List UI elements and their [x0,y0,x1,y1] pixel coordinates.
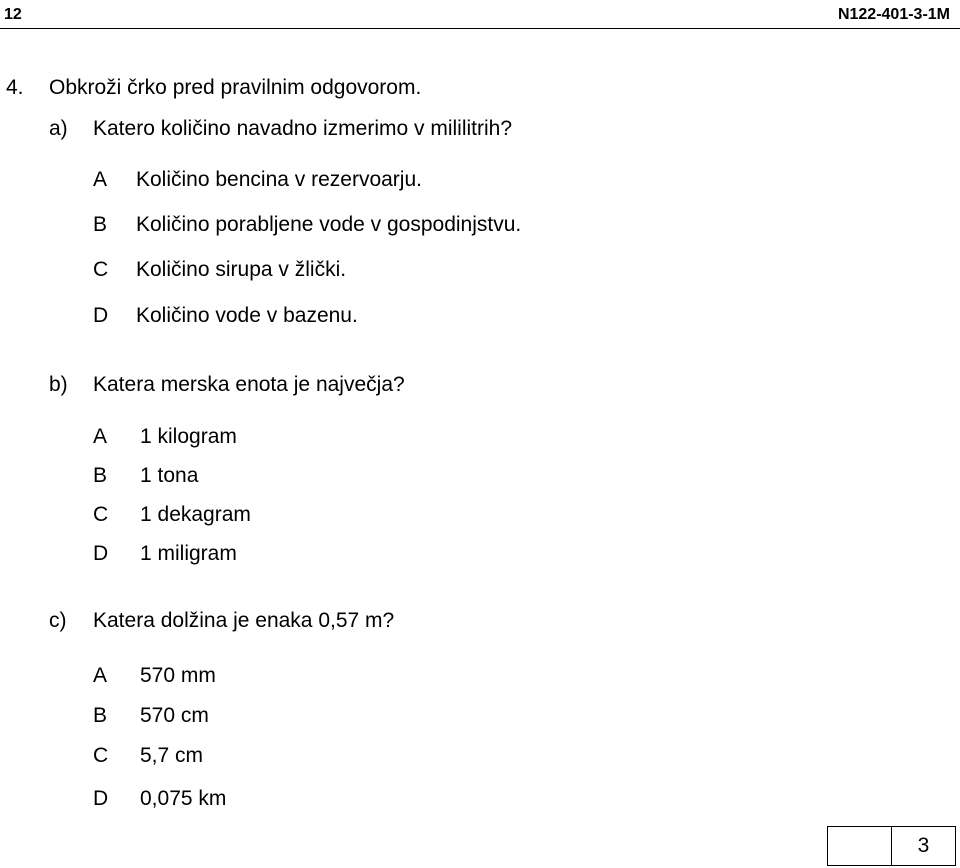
option-letter[interactable]: A [93,425,108,448]
option-text: Količino porabljene vode v gospodinjstvu. [136,213,522,236]
page-number: 12 [4,6,22,23]
page-header [0,0,960,29]
part-b-letter: b) [49,373,68,396]
option-letter[interactable]: B [93,704,108,727]
option-text: Količino sirupa v žlički. [136,258,347,281]
option-letter[interactable]: C [93,258,109,281]
option-text: Količino vode v bazenu. [136,304,358,327]
option-letter[interactable]: D [93,542,109,565]
question-instruction: Obkroži črko pred pravilnim odgovorom. [49,76,422,99]
option-letter[interactable]: B [93,464,108,487]
question-number: 4. [6,76,24,99]
exam-code: N122-401-3-1M [837,6,950,23]
option-letter[interactable]: C [93,744,109,767]
option-letter[interactable]: B [93,213,108,236]
option-letter[interactable]: C [93,503,109,526]
option-text: Količino bencina v rezervoarju. [136,168,422,191]
option-letter[interactable]: D [93,787,109,810]
option-text: 1 tona [140,464,199,487]
option-letter[interactable]: A [93,168,108,191]
option-text: 570 cm [140,704,209,727]
option-text: 0,075 km [140,787,227,810]
score-box [827,826,956,866]
option-text: 570 mm [140,664,216,687]
part-b-prompt: Katera merska enota je največja? [93,373,405,396]
option-letter[interactable]: D [93,304,109,327]
part-a-prompt: Katero količino navadno izmerimo v mililitrih? [93,117,512,140]
part-a-letter: a) [49,117,68,140]
option-letter[interactable]: A [93,664,108,687]
part-c-letter: c) [49,609,67,632]
option-text: 5,7 cm [140,744,204,767]
score-entry-cell[interactable] [828,827,892,865]
option-text: 1 dekagram [140,503,251,526]
score-max-points: 3 [917,834,930,857]
part-c-prompt: Katera dolžina je enaka 0,57 m? [93,609,395,632]
option-text: 1 kilogram [140,425,237,448]
option-text: 1 miligram [140,542,237,565]
